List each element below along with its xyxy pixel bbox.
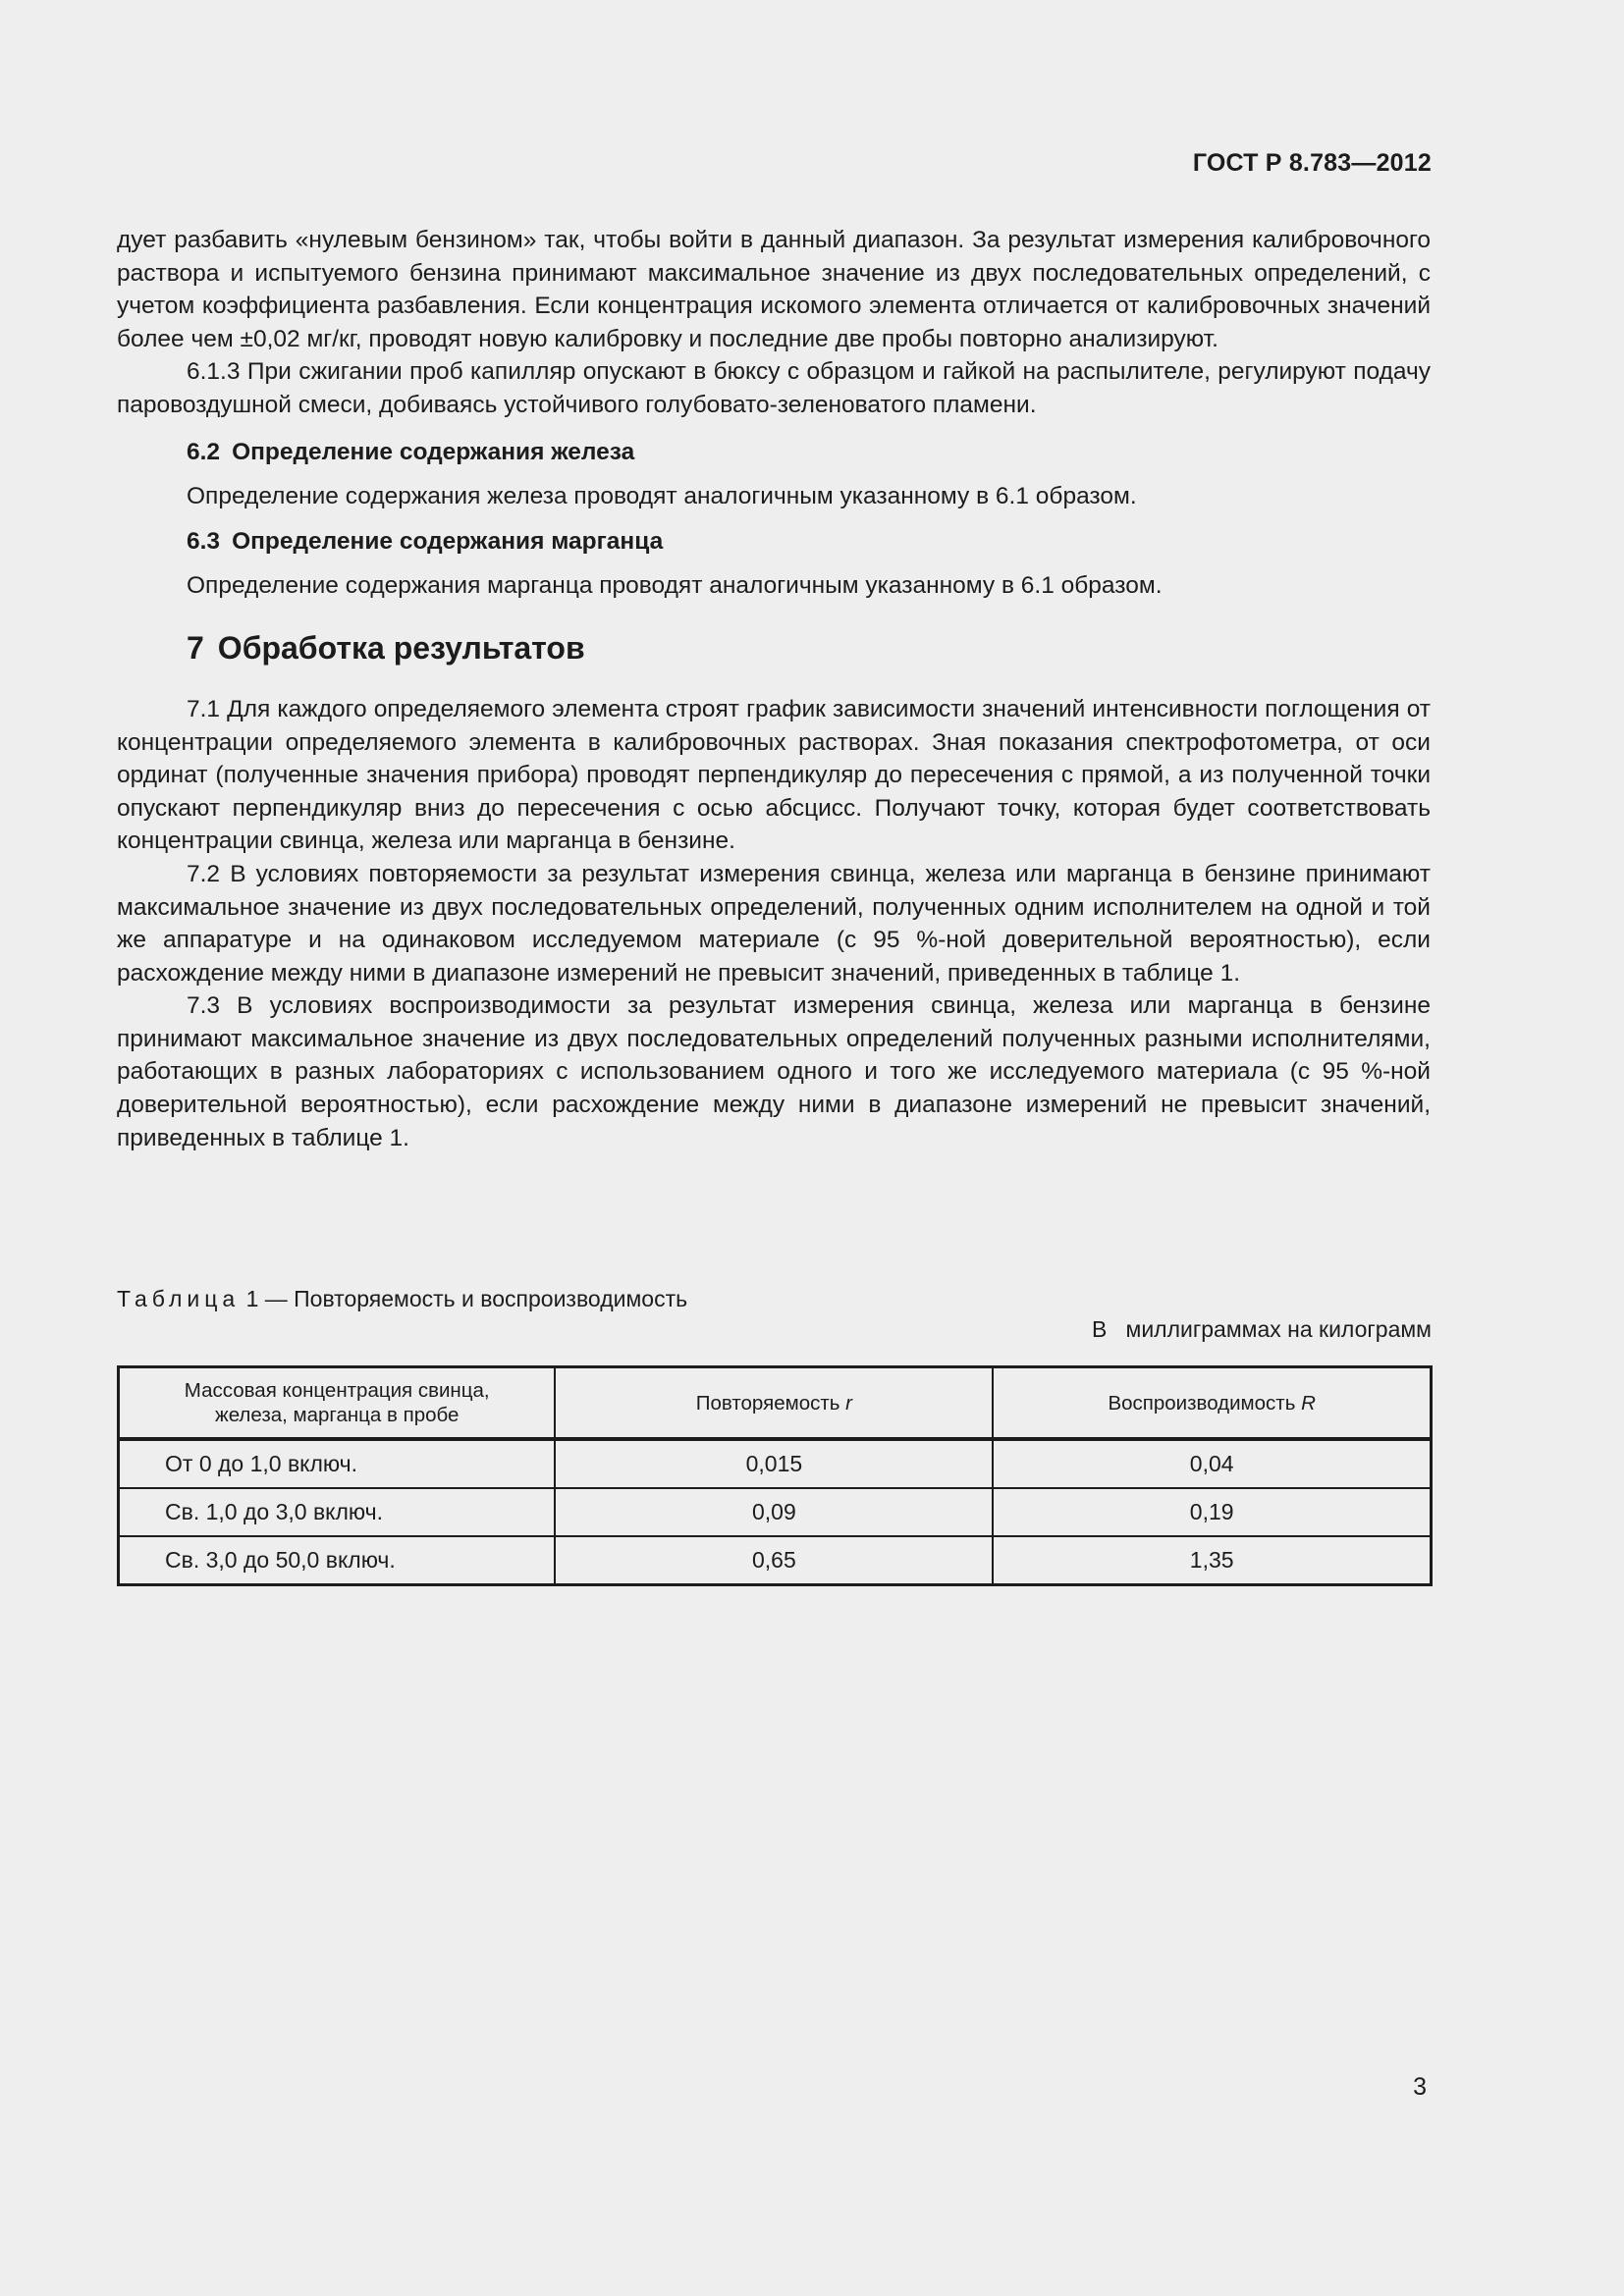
table-caption — [117, 1286, 687, 1312]
document-id: ГОСТ Р 8.783—2012 — [1192, 149, 1432, 177]
results-table — [117, 1365, 1433, 1586]
section-number: 6.3 — [187, 527, 221, 555]
table-caption-word: Таблица — [117, 1286, 241, 1311]
section-6-2-heading — [117, 436, 1431, 469]
cell-reproducibility: 1,35 — [993, 1536, 1431, 1585]
paragraph-7-3: 7.3 В условиях воспроизводимости за результат измерения свинца, железа или марганца в бензине принимают максимальное значение из двух последовательных определений полученных разными исполнителями, работающих в разных лабораториях с использованием одного и того же исследуемого материала (с 95 %-ной доверительной вероятностью), если расхождение между ними в диапазоне измерений не превысит значений, приведенных в таблице 1. — [117, 992, 1431, 1151]
table-row — [119, 1536, 1432, 1585]
section-title: Обработка результатов — [217, 629, 585, 666]
paragraph-continued: дует разбавить «нулевым бензином» так, чтобы войти в данный диапазон. За результат измерения калибровочного раствора и испытуемого бензина принимают максимальное значение из двух последовательных определений, с учетом коэффициента разбавления. Если концентрация искомого элемента отличается от калибровочных значений более чем ±0,02 мг/кг, проводят новую калибровку и последние две пробы повторно анализируют. — [117, 227, 1431, 352]
table-header-row — [119, 1367, 1432, 1440]
page-number: 3 — [1413, 2073, 1427, 2101]
cell-repeatability: 0,09 — [555, 1488, 993, 1536]
paragraph-6-1-3: 6.1.3 При сжигании проб капилляр опускают в бюксу с образцом и гайкой на распылителе, регулируют подачу паровоздушной смеси, добиваясь устойчивого голубовато-зеленоватого пламени. — [117, 358, 1431, 418]
table-row — [119, 1488, 1432, 1536]
section-7-heading — [117, 628, 1431, 667]
paragraph-7-1: 7.1 Для каждого определяемого элемента строят график зависимости значений интенсивности поглощения от концентрации определяемого элемента в калибровочных растворах. Зная показания спектрофотометра, от оси ординат (полученные значения прибора) проводят перпендикуляр до пересечения с прямой, а из полученной точки опускают перпендикуляр вниз до пересечения с осью абсцисс. Получают точку, которая будет соответствовать концентрации свинца, железа или марганца в бензине. — [117, 695, 1431, 855]
cell-repeatability: 0,015 — [555, 1439, 993, 1488]
paragraph-7-2: 7.2 В условиях повторяемости за результат измерения свинца, железа или марганца в бензине принимают максимальное значение из двух последовательных определений, полученных одним исполнителем на одной и той же аппаратуре и на одинаковом исследуемом материале (с 95 %-ной доверительной вероятностью), если расхождение между ними в диапазоне измерений не превысит значений, приведенных в таблице 1. — [117, 860, 1431, 987]
cell-range: От 0 до 1,0 включ. — [119, 1439, 556, 1488]
section-title: Определение содержания марганца — [232, 527, 664, 555]
table-caption-text: 1 — Повторяемость и воспроизводимость — [245, 1286, 688, 1311]
section-6-3-heading — [117, 525, 1431, 559]
table-units: В миллиграммах на килограмм — [1092, 1316, 1432, 1342]
section-6-2-text: Определение содержания железа проводят аналогичным указанному в 6.1 образом. — [187, 483, 1137, 510]
cell-range: Св. 3,0 до 50,0 включ. — [119, 1536, 556, 1585]
cell-repeatability: 0,65 — [555, 1536, 993, 1585]
section-number: 6.2 — [187, 438, 221, 465]
cell-reproducibility: 0,19 — [993, 1488, 1431, 1536]
document-body — [117, 224, 1431, 1154]
header-concentration: Массовая концентрация свинца, железа, марганца в пробе — [119, 1367, 556, 1440]
section-number: 7 — [187, 629, 204, 666]
header-reproducibility: Воспроизводимость R — [993, 1367, 1431, 1440]
cell-range: Св. 1,0 до 3,0 включ. — [119, 1488, 556, 1536]
section-title: Определение содержания железа — [232, 438, 635, 465]
header-repeatability: Повторяемость r — [555, 1367, 993, 1440]
section-6-3-text: Определение содержания марганца проводят аналогичным указанному в 6.1 образом. — [187, 572, 1163, 600]
table-row — [119, 1439, 1432, 1488]
cell-reproducibility: 0,04 — [993, 1439, 1431, 1488]
